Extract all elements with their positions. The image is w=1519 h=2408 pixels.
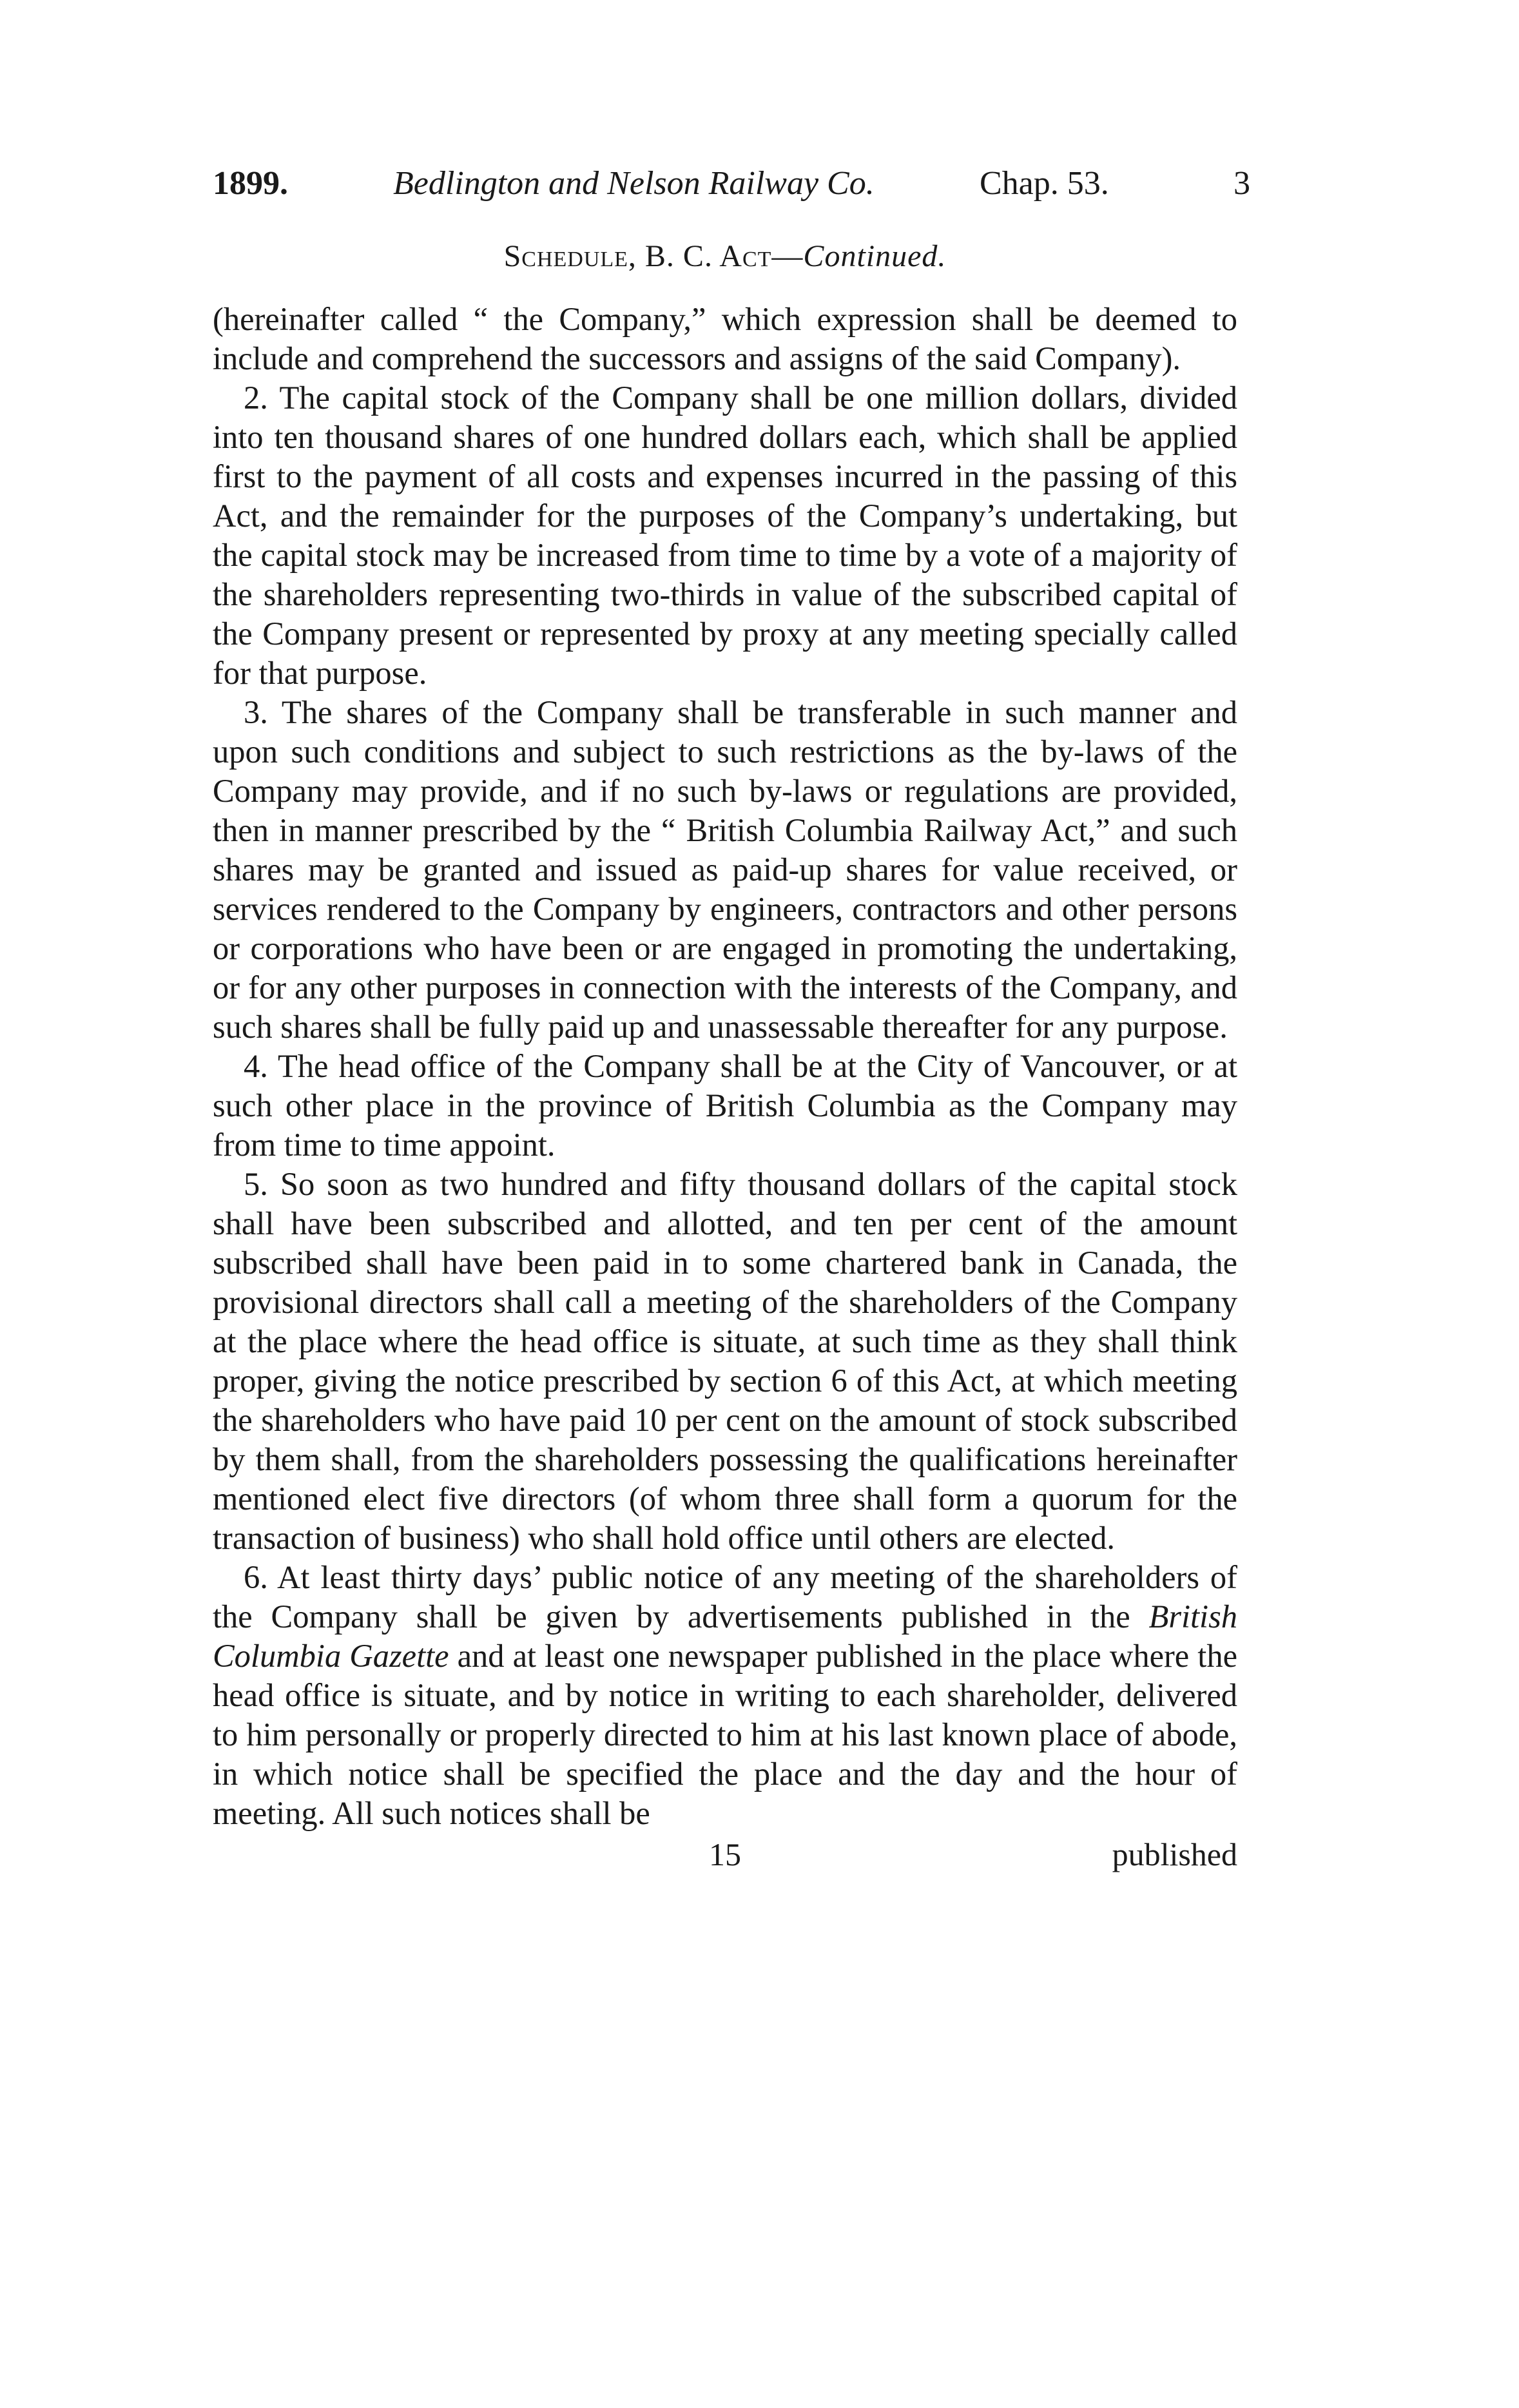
- catchword: published: [1112, 1836, 1237, 1872]
- header-year: 1899.: [213, 165, 288, 202]
- section-2: 2. The capital stock of the Company shall be one million dollars, divided into ten thousand shares of one hundred dollars each, which shall be applied first to the payment of all costs and expenses incurred in the passing of this Act, and the remainder for the purposes of the Company’s undertaking, but the capital stock may be increased from time to time by a vote of a majority of the shareholders representing two-thirds in value of the subscribed capital of the Company present or represented by proxy at any meeting specially called for that purpose.: [213, 380, 1237, 691]
- schedule-label: Schedule, B. C. Act: [503, 239, 772, 273]
- section-6-part-b: and at least one newspaper published in the place where the head office is situate, and by notice in writing to each shareholder, delivered to him personally or properly directed to him at his last known place of abode, in which notice shall be specified the place and the day and the hour of meeting. All such notices shall be: [213, 1638, 1237, 1831]
- header-chapter: Chap. 53.: [980, 165, 1109, 202]
- header-title: Bedlington and Nelson Railway Co.: [393, 165, 875, 202]
- body-text: [213, 300, 1237, 1833]
- running-head: [213, 164, 1250, 209]
- section-5: 5. So soon as two hundred and fifty thousand dollars of the capital stock shall have been subscribed and allotted, and ten per cent of the amount subscribed shall have been paid in to some chartered bank in Canada, the provisional directors shall call a meeting of the shareholders of the Company at the place where the head office is situate, at such time as they shall think proper, giving the notice prescribed by section 6 of this Act, at which meeting the shareholders who have paid 10 per cent on the amount of stock subscribed by them shall, from the shareholders possessing the qualifications hereinafter mentioned elect five directors (of whom three shall form a quorum for the transaction of business) who shall hold office until others are elected.: [213, 1166, 1237, 1556]
- page-number: 3: [1234, 165, 1250, 202]
- section-3: 3. The shares of the Company shall be transferable in such manner and upon such conditions and subject to such restrictions as the by-laws of the Company may provide, and if no such by-laws or regulations are provided, then in manner prescribed by the “ British Columbia Railway Act,” and such shares may be granted and issued as paid-up shares for value received, or services rendered to the Company by engineers, contractors and other persons or corporations who have been or are engaged in promoting the undertaking, or for any other purposes in connection with the interests of the Company, and such shares shall be fully paid up and unassessable thereafter for any purpose.: [213, 694, 1237, 1045]
- gazette-name: British Columbia Gazette: [213, 1598, 1237, 1674]
- schedule-continued: Continued.: [803, 239, 947, 273]
- schedule-dash: —: [771, 239, 804, 273]
- schedule-heading: [213, 238, 1237, 274]
- section-4: 4. The head office of the Company shall be at the City of Vancouver, or at such other place in the province of British Columbia as the Company may from time to time appoint.: [213, 1048, 1237, 1163]
- paragraph-continuation: (hereinafter called “ the Company,” which expression shall be deemed to include and comprehend the successors and assigns of the said Company).: [213, 301, 1237, 376]
- page-footer: [213, 1836, 1237, 1881]
- signature-mark: 15: [709, 1836, 741, 1872]
- section-6: [213, 1558, 1237, 1833]
- document-page: [213, 164, 1250, 1881]
- section-6-part-a: 6. At least thirty days’ public notice of any meeting of the shareholders of the Company shall be given by advertisements published in the: [213, 1559, 1237, 1635]
